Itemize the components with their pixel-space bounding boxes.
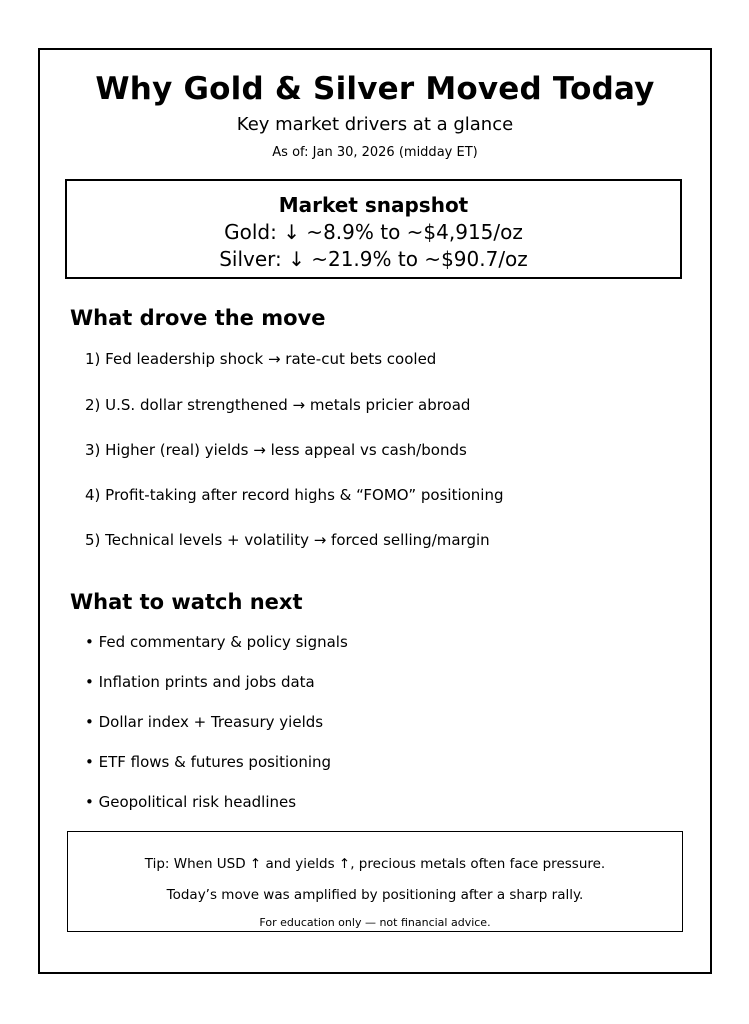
page-title: Why Gold & Silver Moved Today	[95, 71, 655, 107]
driver-item-5: 5) Technical levels + volatility → forced selling/margin	[85, 531, 490, 549]
driver-item-4: 4) Profit-taking after record highs & “FOMO” positioning	[85, 486, 504, 504]
page-frame	[38, 48, 712, 974]
disclaimer-text: For education only — not financial advice.	[259, 916, 491, 929]
snapshot-gold-line: Gold: ↓ ~8.9% to ~$4,915/oz	[224, 220, 523, 244]
watch-item-3: • Dollar index + Treasury yields	[85, 713, 324, 731]
watch-section-heading: What to watch next	[70, 590, 303, 614]
driver-item-1: 1) Fed leadership shock → rate-cut bets cooled	[85, 350, 437, 368]
market-snapshot-box	[65, 179, 682, 279]
watch-item-2: • Inflation prints and jobs data	[85, 673, 315, 691]
as-of-date: As of: Jan 30, 2026 (midday ET)	[272, 145, 478, 160]
watch-item-5: • Geopolitical risk headlines	[85, 793, 297, 811]
tip-line-2: Today’s move was amplified by positioning after a sharp rally.	[166, 887, 584, 903]
page-subtitle: Key market drivers at a glance	[236, 114, 514, 135]
tip-line-1: Tip: When USD ↑ and yields ↑, precious metals often face pressure.	[144, 856, 606, 872]
drivers-section-heading: What drove the move	[70, 306, 326, 330]
watch-item-1: • Fed commentary & policy signals	[85, 633, 348, 651]
tip-box	[67, 831, 683, 932]
driver-item-3: 3) Higher (real) yields → less appeal vs cash/bonds	[85, 441, 467, 459]
driver-item-2: 2) U.S. dollar strengthened → metals pricier abroad	[85, 396, 471, 414]
snapshot-heading: Market snapshot	[278, 193, 469, 217]
snapshot-silver-line: Silver: ↓ ~21.9% to ~$90.7/oz	[219, 247, 528, 271]
watch-item-4: • ETF flows & futures positioning	[85, 753, 332, 771]
